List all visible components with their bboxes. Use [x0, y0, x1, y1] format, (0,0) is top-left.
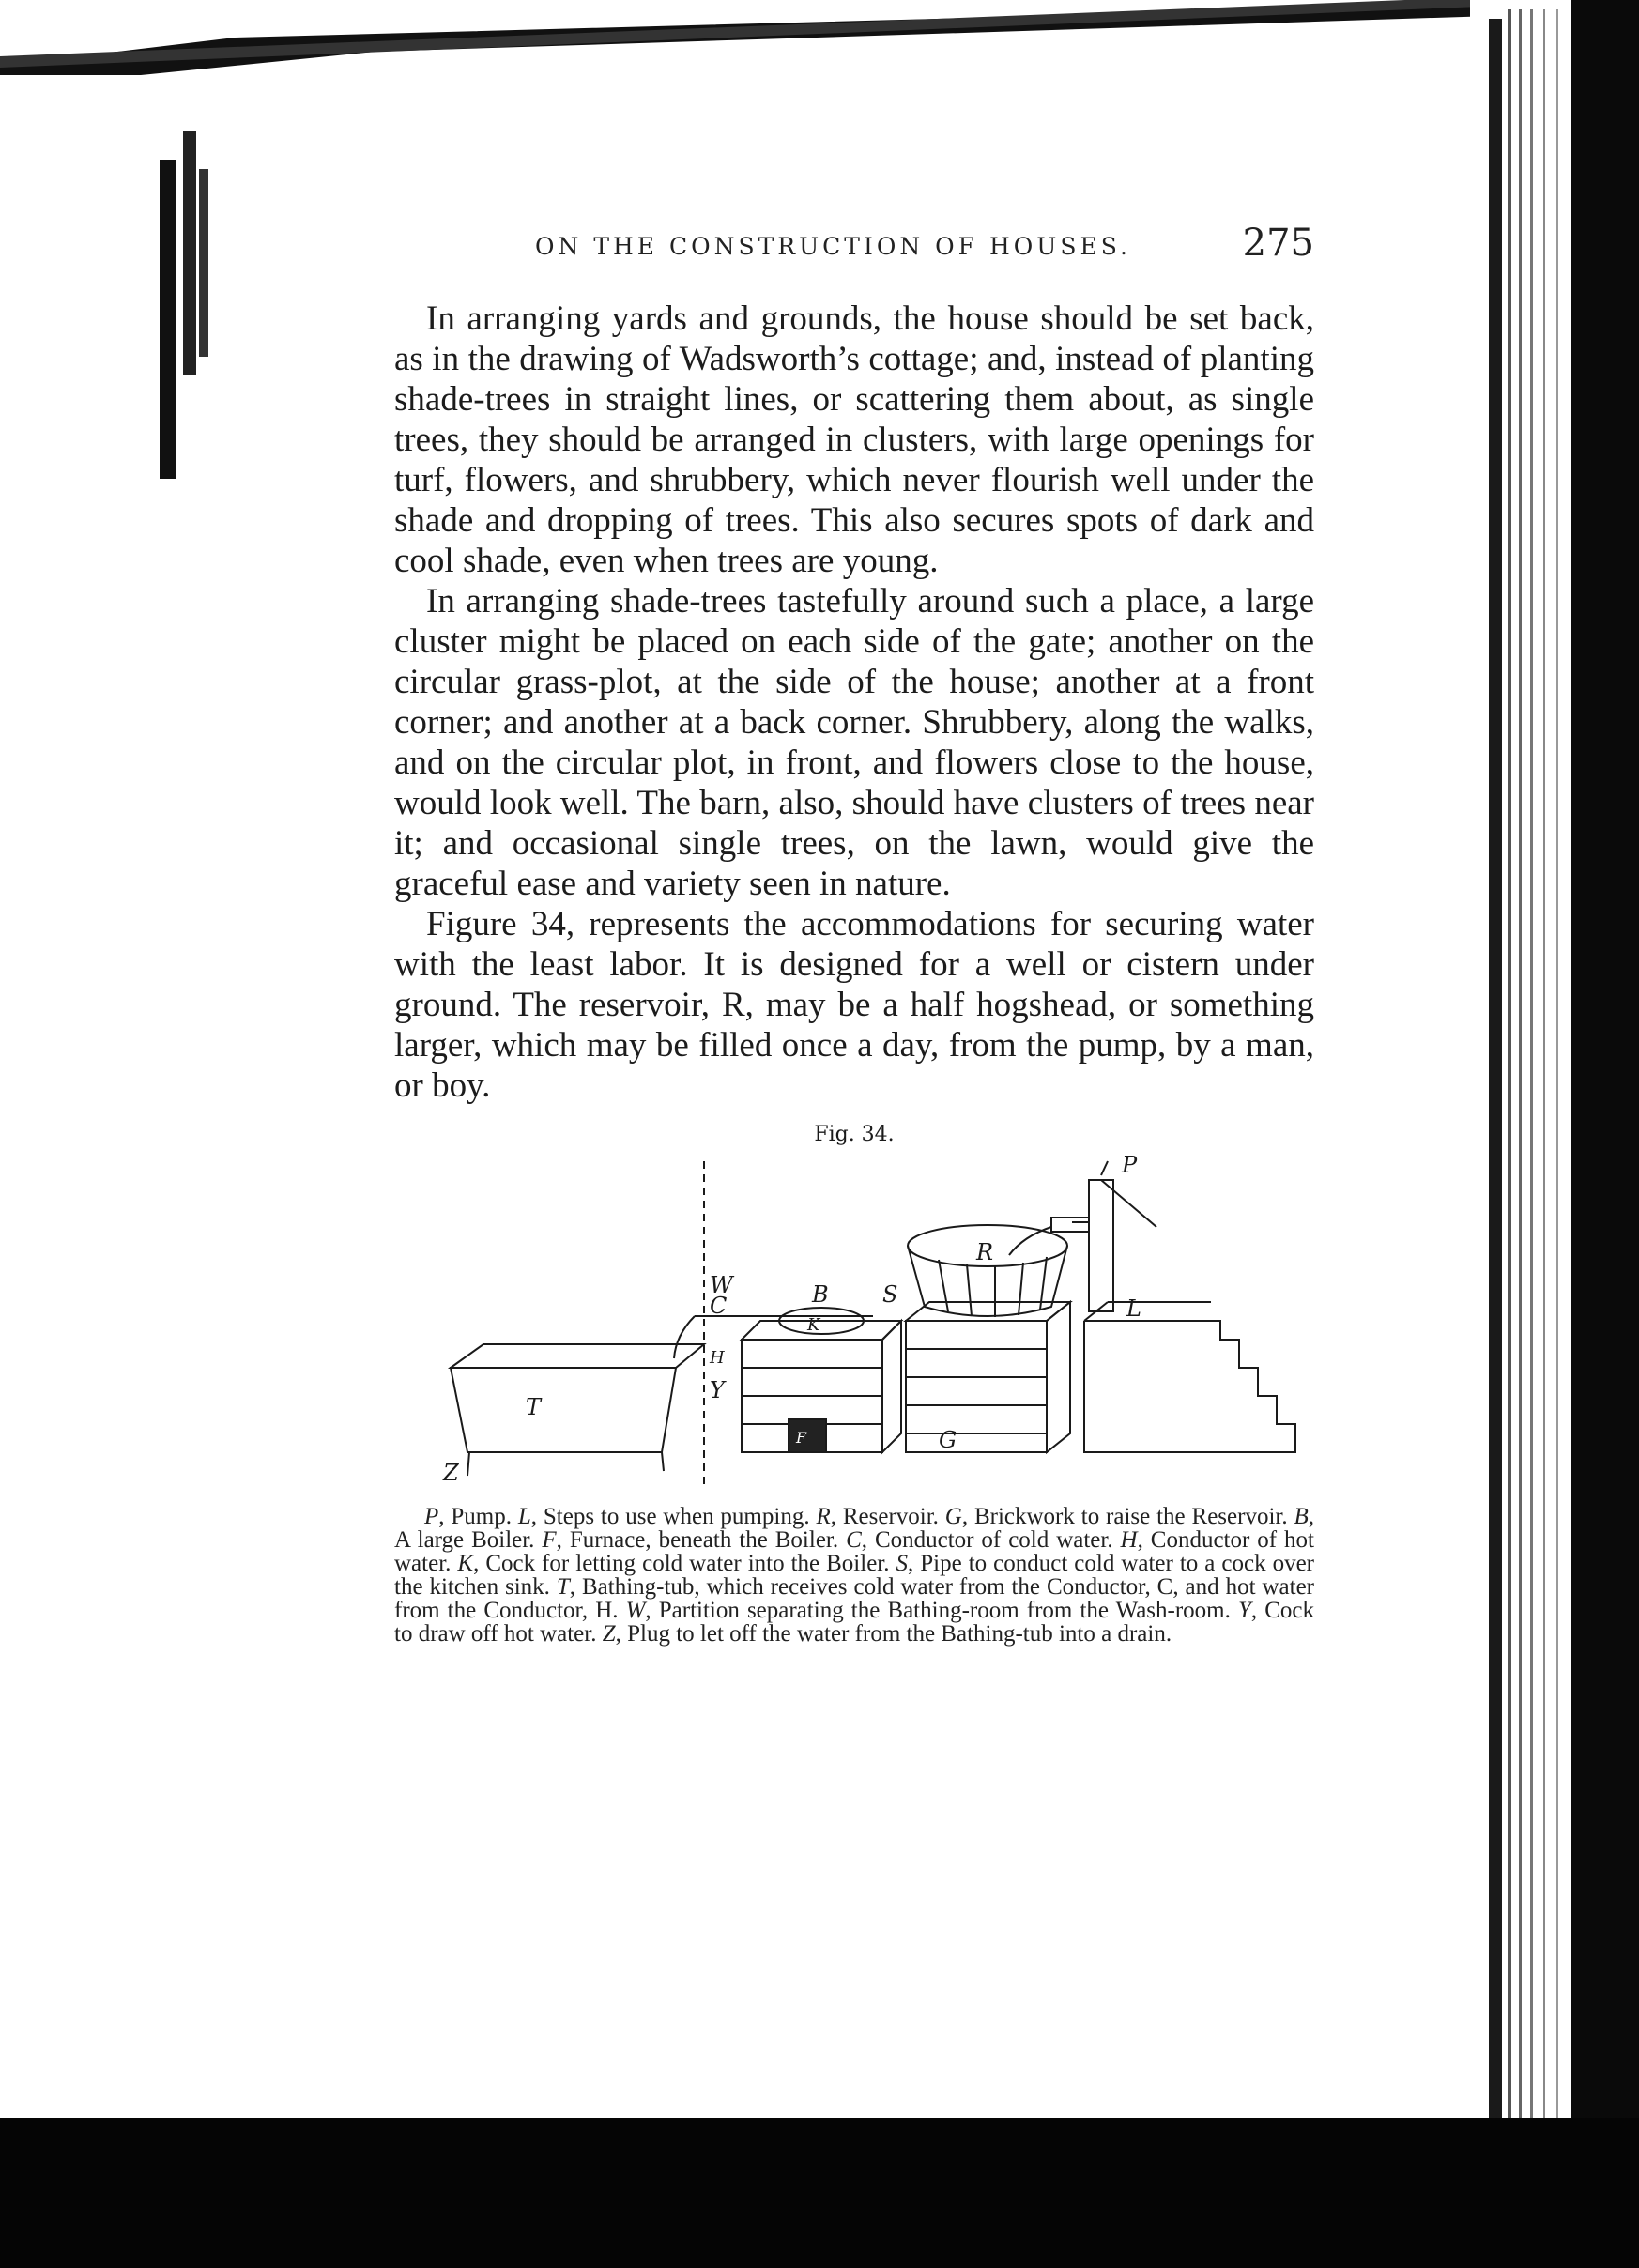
book-page: [394, 216, 1314, 1646]
figure-letter-h: H: [710, 1348, 725, 1368]
paragraph: Figure 34, represents the accommodations for securing water with the least labor. It is designed for a well or cistern under ground. The reservoir, R, may be a half hogshead, or something larger, which may be filled once a day, from the pump, by a man, or boy.: [394, 905, 1314, 1105]
caption-key: Z: [602, 1621, 616, 1647]
figure-letter-c: C: [710, 1293, 728, 1319]
caption-description: , Conductor of cold water.: [861, 1527, 1121, 1553]
caption-description: , Conductor of hot water.: [394, 1527, 1314, 1576]
boiler-brickwork: [742, 1321, 901, 1452]
binding-shadow-left: [141, 131, 244, 507]
caption-description: , Bathing-tub, which receives cold water from the Conductor, C, and hot water from the Conductor, H.: [394, 1574, 1314, 1623]
caption-key: P: [424, 1504, 439, 1529]
figure-letter-p: P: [1122, 1152, 1138, 1178]
caption-description: , Pipe to conduct cold water to a cock over the kitchen sink.: [394, 1551, 1315, 1600]
caption-description: , Plug to let off the water from the Bathing-tub into a drain.: [615, 1621, 1172, 1647]
paragraph: In arranging yards and grounds, the house should be set back, as in the drawing of Wadsworth’s cottage; and, instead of planting shade-trees in straight lines, or scattering them about, as single trees, they should be arranged in clusters, with large openings for turf, flowers, and shrubbery, which never flourish well under the shade and dropping of trees. This also secures spots of dark and cool shade, even when trees are young.: [394, 299, 1314, 580]
caption-key: H: [1120, 1527, 1138, 1553]
figure-letter-r: R: [976, 1239, 994, 1265]
figure-label: Fig. 34.: [814, 1123, 895, 1146]
caption-description: , Cock for letting cold water into the Boiler.: [473, 1551, 896, 1576]
running-head-title: ON THE CONSTRUCTION OF HOUSES.: [535, 233, 1131, 260]
scan-edge-top: [0, 0, 1639, 75]
caption-key: S: [896, 1551, 908, 1576]
figure-letter-w: W: [710, 1272, 733, 1298]
figure-letter-z: Z: [443, 1460, 459, 1486]
caption-description: , Steps to use when pumping.: [530, 1504, 817, 1529]
caption-paragraph: [394, 1505, 1314, 1646]
caption-key: B: [1294, 1504, 1309, 1529]
caption-key: Y: [1237, 1598, 1251, 1623]
caption-description: , Pump.: [438, 1504, 518, 1529]
figure-letter-l: L: [1126, 1295, 1141, 1322]
figure-letter-y: Y: [710, 1377, 725, 1403]
running-head: [394, 216, 1314, 272]
paragraph: In arranging shade-trees tastefully around such a place, a large cluster might be placed on each side of the gate; another on the circular grass-plot, at the side of the house; another at a front corner; and another at a back corner. Shrubbery, along the walks, and on the circular plot, in front, and flowers close to the house, would look well. The barn, also, should have clusters of trees near it; and occasional single trees, on the lawn, would give the graceful ease and variety seen in nature.: [394, 582, 1314, 903]
figure-caption: [394, 1505, 1314, 1646]
caption-description: , Partition separating the Bathing-room from the Wash-room.: [645, 1598, 1238, 1623]
reservoir-brickwork: [906, 1302, 1070, 1452]
caption-description: , A large Boiler.: [394, 1504, 1314, 1553]
figure-letter-b: B: [812, 1281, 829, 1308]
caption-key: G: [944, 1504, 962, 1529]
caption-key: C: [846, 1527, 862, 1553]
body-text: [394, 299, 1314, 1106]
caption-key: F: [542, 1527, 557, 1553]
figure-letter-k: K: [807, 1315, 820, 1335]
caption-key: T: [556, 1574, 570, 1600]
figure-letter-f: F: [796, 1429, 807, 1447]
steps: [1084, 1302, 1295, 1452]
book-edge-right: [1470, 0, 1639, 2268]
caption-key: R: [816, 1504, 831, 1529]
figure-letter-s: S: [882, 1281, 898, 1308]
caption-key: K: [457, 1551, 474, 1576]
scan-edge-bottom: [0, 2118, 1639, 2268]
figure-34-illustration: [394, 1152, 1314, 1499]
caption-description: , Furnace, beneath the Boiler.: [556, 1527, 847, 1553]
pump: [1009, 1161, 1156, 1311]
caption-key: W: [625, 1598, 646, 1623]
bathing-tub: [451, 1344, 704, 1476]
page-number: 275: [1242, 222, 1314, 265]
caption-key: L: [517, 1504, 531, 1529]
caption-description: , Cock to draw off hot water.: [394, 1598, 1314, 1647]
figure-letter-t: T: [526, 1394, 542, 1420]
caption-description: , Reservoir.: [830, 1504, 945, 1529]
caption-description: , Brickwork to raise the Reservoir.: [961, 1504, 1294, 1529]
figure-letter-g: G: [939, 1427, 957, 1453]
